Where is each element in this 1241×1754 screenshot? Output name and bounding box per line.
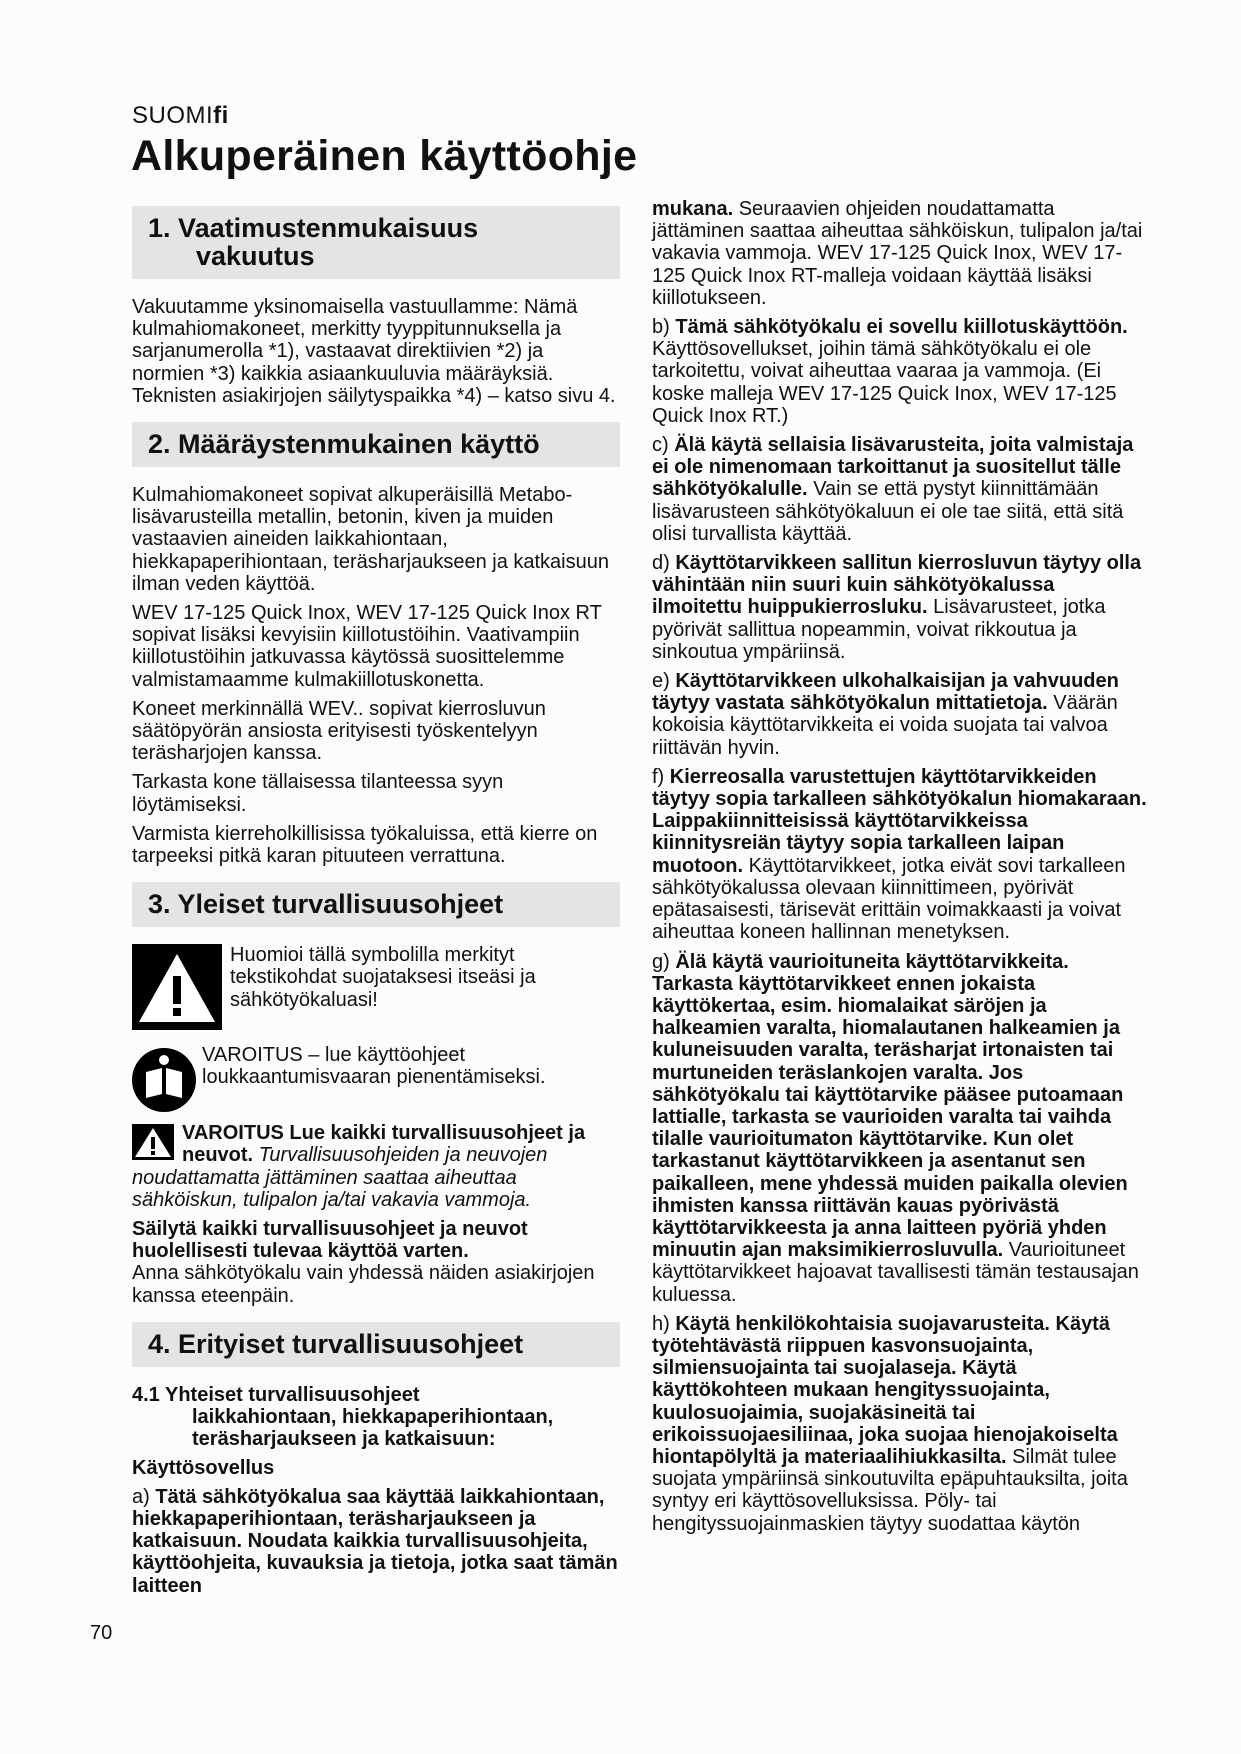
item-e: e) Käyttötarvikkeen ulkohalkaisijan ja vahvuuden täytyy vastata sähkötyökalun mittatietoja. Väärän kokoisia käyttötarvikkeita ei voida suojata tai valvoa riittävän hyvin. [652,670,1119,759]
section-4-heading: 4. Erityiset turvallisuusohjeet [132,1322,620,1367]
warning-triangle-icon [132,944,222,1030]
warning-paragraph: VAROITUS Lue kaikki turvallisuusohjeet ja neuvot. Turvallisuusohjeiden ja neuvojen noudattamatta jättäminen saattaa aiheuttaa sähköiskun, tulipalon ja/tai vakavia vammoja. [132,1122,586,1211]
warning-triangle-icon [132,1124,174,1160]
section-2-p3: Koneet merkinnällä WEV.. sopivat kierrosluvun säätöpyörän ansiosta erityisesti työskentelyyn teräsharjojen kanssa. [132,697,546,765]
warning-symbol-text: Huomioi tällä symbolilla merkityt tekstikohdat suojataksesi itseäsi ja sähkötyökaluasi! [230,944,536,1011]
section-3-heading: 3. Yleiset turvallisuusohjeet [132,882,620,927]
item-b: b) Tämä sähkötyökalu ei sovellu kiillotuskäyttöön. Käyttösovellukset, joihin tämä sähkötyökalu ei ole tarkoitettu, voivat aiheuttaa vaaraa ja vammoja. (Ei koske malleja WEV 17-125 Quick Inox, WEV 17-125 Quick Inox RT.) [652,316,1128,427]
item-a: a) Tätä sähkötyökalua saa käyttää laikkahiontaan, hiekkapaperihiontaan, teräsharjaukseen ja katkaisuun. Noudata kaikkia turvallisuusohjeita, käyttöohjeita, kuvauksia ja tietoja, jotka saat tämän laitteen [132,1485,618,1597]
continued-paragraph: mukana. Seuraavien ohjeiden noudattamatta jättäminen saattaa aiheuttaa sähköiskun, tulipalon ja/tai vakavia vammoja. WEV 17-125 Quick Inox, WEV 17-125 Quick Inox RT-malleja voidaan käyttää lisäksi kiillotukseen. [652,198,1143,309]
language-label: SUOMIfi [132,102,229,129]
section-1-text: Vakuutamme yksinomaisella vastuullamme: Nämä kulmahiomakoneet, merkitty tyyppitunnuksella ja sarjanumerolla *1), vastaavat direktiivien *2) ja normien *3) kaikkia asiaankuuluvia määräyksiä. Teknisten asiakirjojen säilytyspaikka *4) – katso sivu 4. [132,296,616,407]
item-f: f) Kierreosalla varustettujen käyttötarvikkeiden täytyy sopia tarkalleen sähkötyökalun hiomakaraan. Laippakiinnitteisissä käyttötarvikkeissa kiinnitysreiän täytyy sopia tarkalleen laipan muotoon. Käyttötarvikkeet, jotka eivät sovi tarkalleen sähkötyökalussa olevaan kiinnittimeen, pyörivät epätasaisesti, tärisevät erittäin voimakkaasti ja voivat aiheuttaa koneen hallinnan menetyksen. [652,765,1147,944]
item-c: c) Älä käytä sellaisia lisävarusteita, joita valmistaja ei ole nimenomaan tarkoittanut ja suositellut tälle sähkötyökalulle. Vain se että pystyt kiinnittämään lisävarusteen sähkötyökaluun ei ole tae siitä, että sitä olisi turvallista käyttää. [652,434,1134,545]
section-1-heading: 1. Vaatimustenmukaisuus vakuutus [132,206,620,279]
item-h: h) Käytä henkilökohtaisia suojavarusteita. Käytä työtehtävästä riippuen kasvonsuojainta, silmiensuojainta tai suojalaseja. Käytä käyttökohteen mukaan hengityssuojainta, kuulosuojaimia, suojakäsineitä tai erikoissuojaesiliinaa, joka suojaa hienojakoiselta hiontapölyltä ja materiaalihiukkasilta. Silmät tulee suojata ympäriinsä sinkoutuvilta epäpuhtauksilta, joita syntyy eri käyttösovelluksissa. Pöly- tai hengityssuojainmaskien täytyy suodattaa käytön [652,1312,1128,1535]
item-g: g) Älä käytä vaurioituneita käyttötarvikkeita. Tarkasta käyttötarvikkeet ennen jokaista käyttökertaa, esim. hiomalaikat säröjen ja halkeamien varalta, hiomalautanen halkeamien ja kuluneisuuden varalta, teräsharjat irtonaisten tai murtuneiden teräslankojen varalta. Jos sähkötyökalu tai käyttötarvike pääsee putoamaan lattialle, tarkasta se vaurioiden varalta tai vaihda tilalle vaurioitumaton käyttötarvike. Kun olet tarkastanut käyttötarvikkeen ja asentanut sen paikalleen, mene yhdessä muiden paikalla olevien ihmisten kanssa riittävän kauas pyörivästä käyttötarvikkeesta ja anna laitteen pyöriä yhden minuutin ajan maksimikierrosluvulla. Vaurioituneet käyttötarvikkeet hajoavat tavallisesti tämän testausajan kuluessa. [652,950,1139,1306]
section-2-p2: WEV 17-125 Quick Inox, WEV 17-125 Quick Inox RT sopivat lisäksi kevyisiin kiillotustöihin. Vaativampiin kiillotustöihin jatkuvassa käytössä suosittelemme valmistamaamme kulmakiillotuskonetta. [132,602,602,691]
subsection-4-1-heading: 4.1 Yhteiset turvallisuusohjeet laikkahiontaan, hiekkapaperihiontaan, teräsharjaukseen ja katkaisuun: [132,1383,554,1451]
section-2-p1: Kulmahiomakoneet sopivat alkuperäisillä Metabo-lisävarusteilla metallin, betonin, kiven ja muiden vastaavien aineiden laikkahiontaan, hiekkapaperihiontaan, teräsharjaukseen ja katkaisuun ilman veden käyttöä. [132,484,609,595]
item-d: d) Käyttötarvikkeen sallitun kierrosluvun täytyy olla vähintään niin suuri kuin sähkötyökalussa ilmoitettu huippukierrosluku. Lisävarusteet, jotka pyörivät sallittua nopeammin, voivat rikkoutua ja sinkoutua ympäriinsä. [652,552,1142,663]
read-manual-row [132,1040,620,1112]
right-column [652,198,1148,1542]
read-manual-icon [132,1048,196,1112]
section-2-p5: Varmista kierreholkillisissa työkaluissa, että kierre on tarpeeksi pitkä karan pituuteen verrattuna. [132,822,598,868]
keep-instructions-text: Anna sähkötyökalu vain yhdessä näiden asiakirjojen kanssa eteenpäin. [132,1262,595,1307]
page-number: 70 [90,1622,113,1644]
page-title: Alkuperäinen käyttöohje [131,132,638,180]
section-2-heading: 2. Määräystenmukainen käyttö [132,422,620,467]
read-manual-text: VAROITUS – lue käyttöohjeet loukkaantumisvaaran pienentämiseksi. [202,1044,546,1089]
section-2-p4: Tarkasta kone tällaisessa tilanteessa syyn löytämiseksi. [132,771,504,816]
warning-symbol-row [132,944,620,1030]
left-column [132,206,620,1604]
usage-heading: Käyttösovellus [132,1456,275,1479]
keep-instructions-bold: Säilytä kaikki turvallisuusohjeet ja neuvot huolellisesti tulevaa käyttöä varten. [132,1218,528,1263]
